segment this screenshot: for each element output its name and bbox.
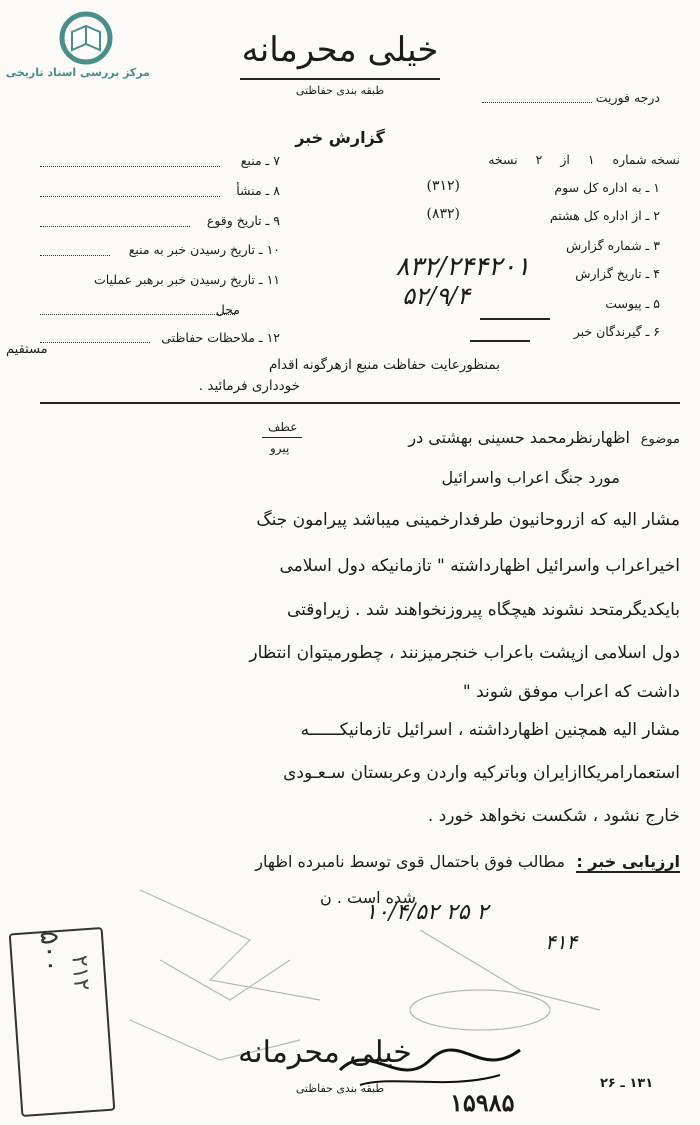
security-note-line2: خودداری فرمائید . [198, 378, 300, 394]
body-line: دول اسلامی ازپشت باعراب خنجرمیزنند ، چطورمیتوان انتظار [249, 643, 680, 663]
copy-total-value: ۲ [535, 152, 543, 167]
follow-label: پیرو [270, 441, 290, 455]
subject-text-1: اظهارنظرمحمد حسینی بهشتی در [408, 428, 630, 447]
book-icon [10, 8, 150, 66]
assessment-label: ارزیابی خبر : [576, 852, 680, 871]
report-number-value: ۸۳۲/۲۴۴۲۰۱ [395, 252, 530, 282]
svg-text:۲۱۲: ۲۱۲ [66, 954, 94, 992]
classification-top: خیلی محرمانه [241, 30, 439, 70]
report-date-value: ۵۲/۹/۴ [402, 282, 470, 310]
copy-number-label: نسخه شماره [612, 152, 680, 167]
body-line: مشار الیه همچنین اظهارداشته ، اسرائیل تازمانیکــــــه [300, 720, 680, 740]
body-line: مشار الیه که ازروحانیون طرفدارخمینی میباشد پیرامون جنگ [256, 510, 680, 530]
security-notes-label: ۱۲ ـ ملاحظات حفاظتی [161, 330, 280, 345]
report-body [60, 510, 680, 850]
copy-number-row [488, 152, 680, 167]
document-number: ۱۵۹۸۵ [450, 1088, 515, 1117]
security-note-marginal: مستقیم [6, 342, 48, 357]
form-number: ۱۳۱ ـ ۲۶ [600, 1076, 654, 1091]
from-field-value: (۸۳۲) [426, 206, 460, 222]
assessment-text: مطالب فوق باحتمال قوی توسط نامبرده اظهار [255, 852, 565, 871]
copy-of-label: از [560, 152, 570, 167]
subject-text-2: مورد جنگ اعراب واسرائیل [441, 468, 620, 487]
stamp-marks [11, 929, 113, 1115]
classification-subtitle: طبقه بندی حفاظتی [295, 84, 385, 97]
place-label: محل [215, 302, 240, 317]
body-line: خارج نشود ، شکست نخواهد خورد . [427, 806, 680, 826]
classification-bottom-subtitle: طبقه بندی حفاظتی [295, 1082, 385, 1095]
copy-number-value: ۱ [587, 152, 595, 167]
date-received-source-label: ۱۰ ـ تاریخ رسیدن خبر به منبع [128, 242, 280, 257]
event-date-label: ۹ ـ تاریخ وقوع [206, 213, 280, 228]
date-received-ops-label: ۱۱ ـ تاریخ رسیدن خبر برهبر عملیات [93, 272, 280, 287]
classification-bottom: خیلی محرمانه [238, 1035, 412, 1070]
ref-label: عطف [268, 420, 298, 434]
source-label: ۷ ـ منبع [240, 153, 280, 168]
from-field-label: ۲ ـ از اداره کل هشتم [549, 208, 660, 223]
body-line: اخیراعراب واسرائیل اظهارداشته " تازمانیکه دول اسلامی [279, 556, 680, 576]
subject-label: موضوع [640, 432, 680, 447]
report-date-label: ۴ ـ تاریخ گزارش [575, 266, 660, 281]
body-line: داشت که اعراب موفق شوند " [462, 682, 680, 702]
report-title: گزارش خبر [295, 128, 385, 147]
body-line: استعمارامریکاازایران وباترکیه واردن وعربستان سـعـودی [283, 763, 680, 783]
body-line: بایکدیگرمتحد نشوند هیچگاه پیروزنخواهند شد . زیراوقتی [286, 600, 680, 620]
logo-caption: مرکز بررسی اسناد تاریخی [5, 66, 150, 79]
assessment-text-2: شده است . ن [320, 888, 416, 907]
archive-logo [5, 8, 150, 88]
handwritten-initials: ۴۱۴ [545, 930, 578, 954]
report-number-label: ۳ ـ شماره گزارش [565, 238, 660, 253]
registration-stamp [9, 927, 116, 1117]
to-field-label: ۱ ـ به اداره کل سوم [554, 180, 660, 195]
recipients-label: ۶ ـ گیرندگان خبر [573, 324, 660, 339]
copy-unit-label: نسخه [488, 152, 518, 167]
handwritten-date-note: ۱۰/۴/۵۲ ۲۵ ۲ [365, 900, 489, 925]
origin-label: ۸ ـ منشأ [236, 183, 280, 198]
attachment-label: ۵ ـ پیوست [605, 296, 660, 311]
svg-text:۵۰۰: ۵۰۰ [33, 929, 67, 974]
security-note-line1: بمنظورعایت حفاظت منبع ازهرگونه اقدام [268, 357, 500, 373]
to-field-value: (۳۱۲) [426, 178, 460, 194]
priority-label: درجه فوریت [595, 90, 660, 105]
section-divider [40, 402, 680, 404]
